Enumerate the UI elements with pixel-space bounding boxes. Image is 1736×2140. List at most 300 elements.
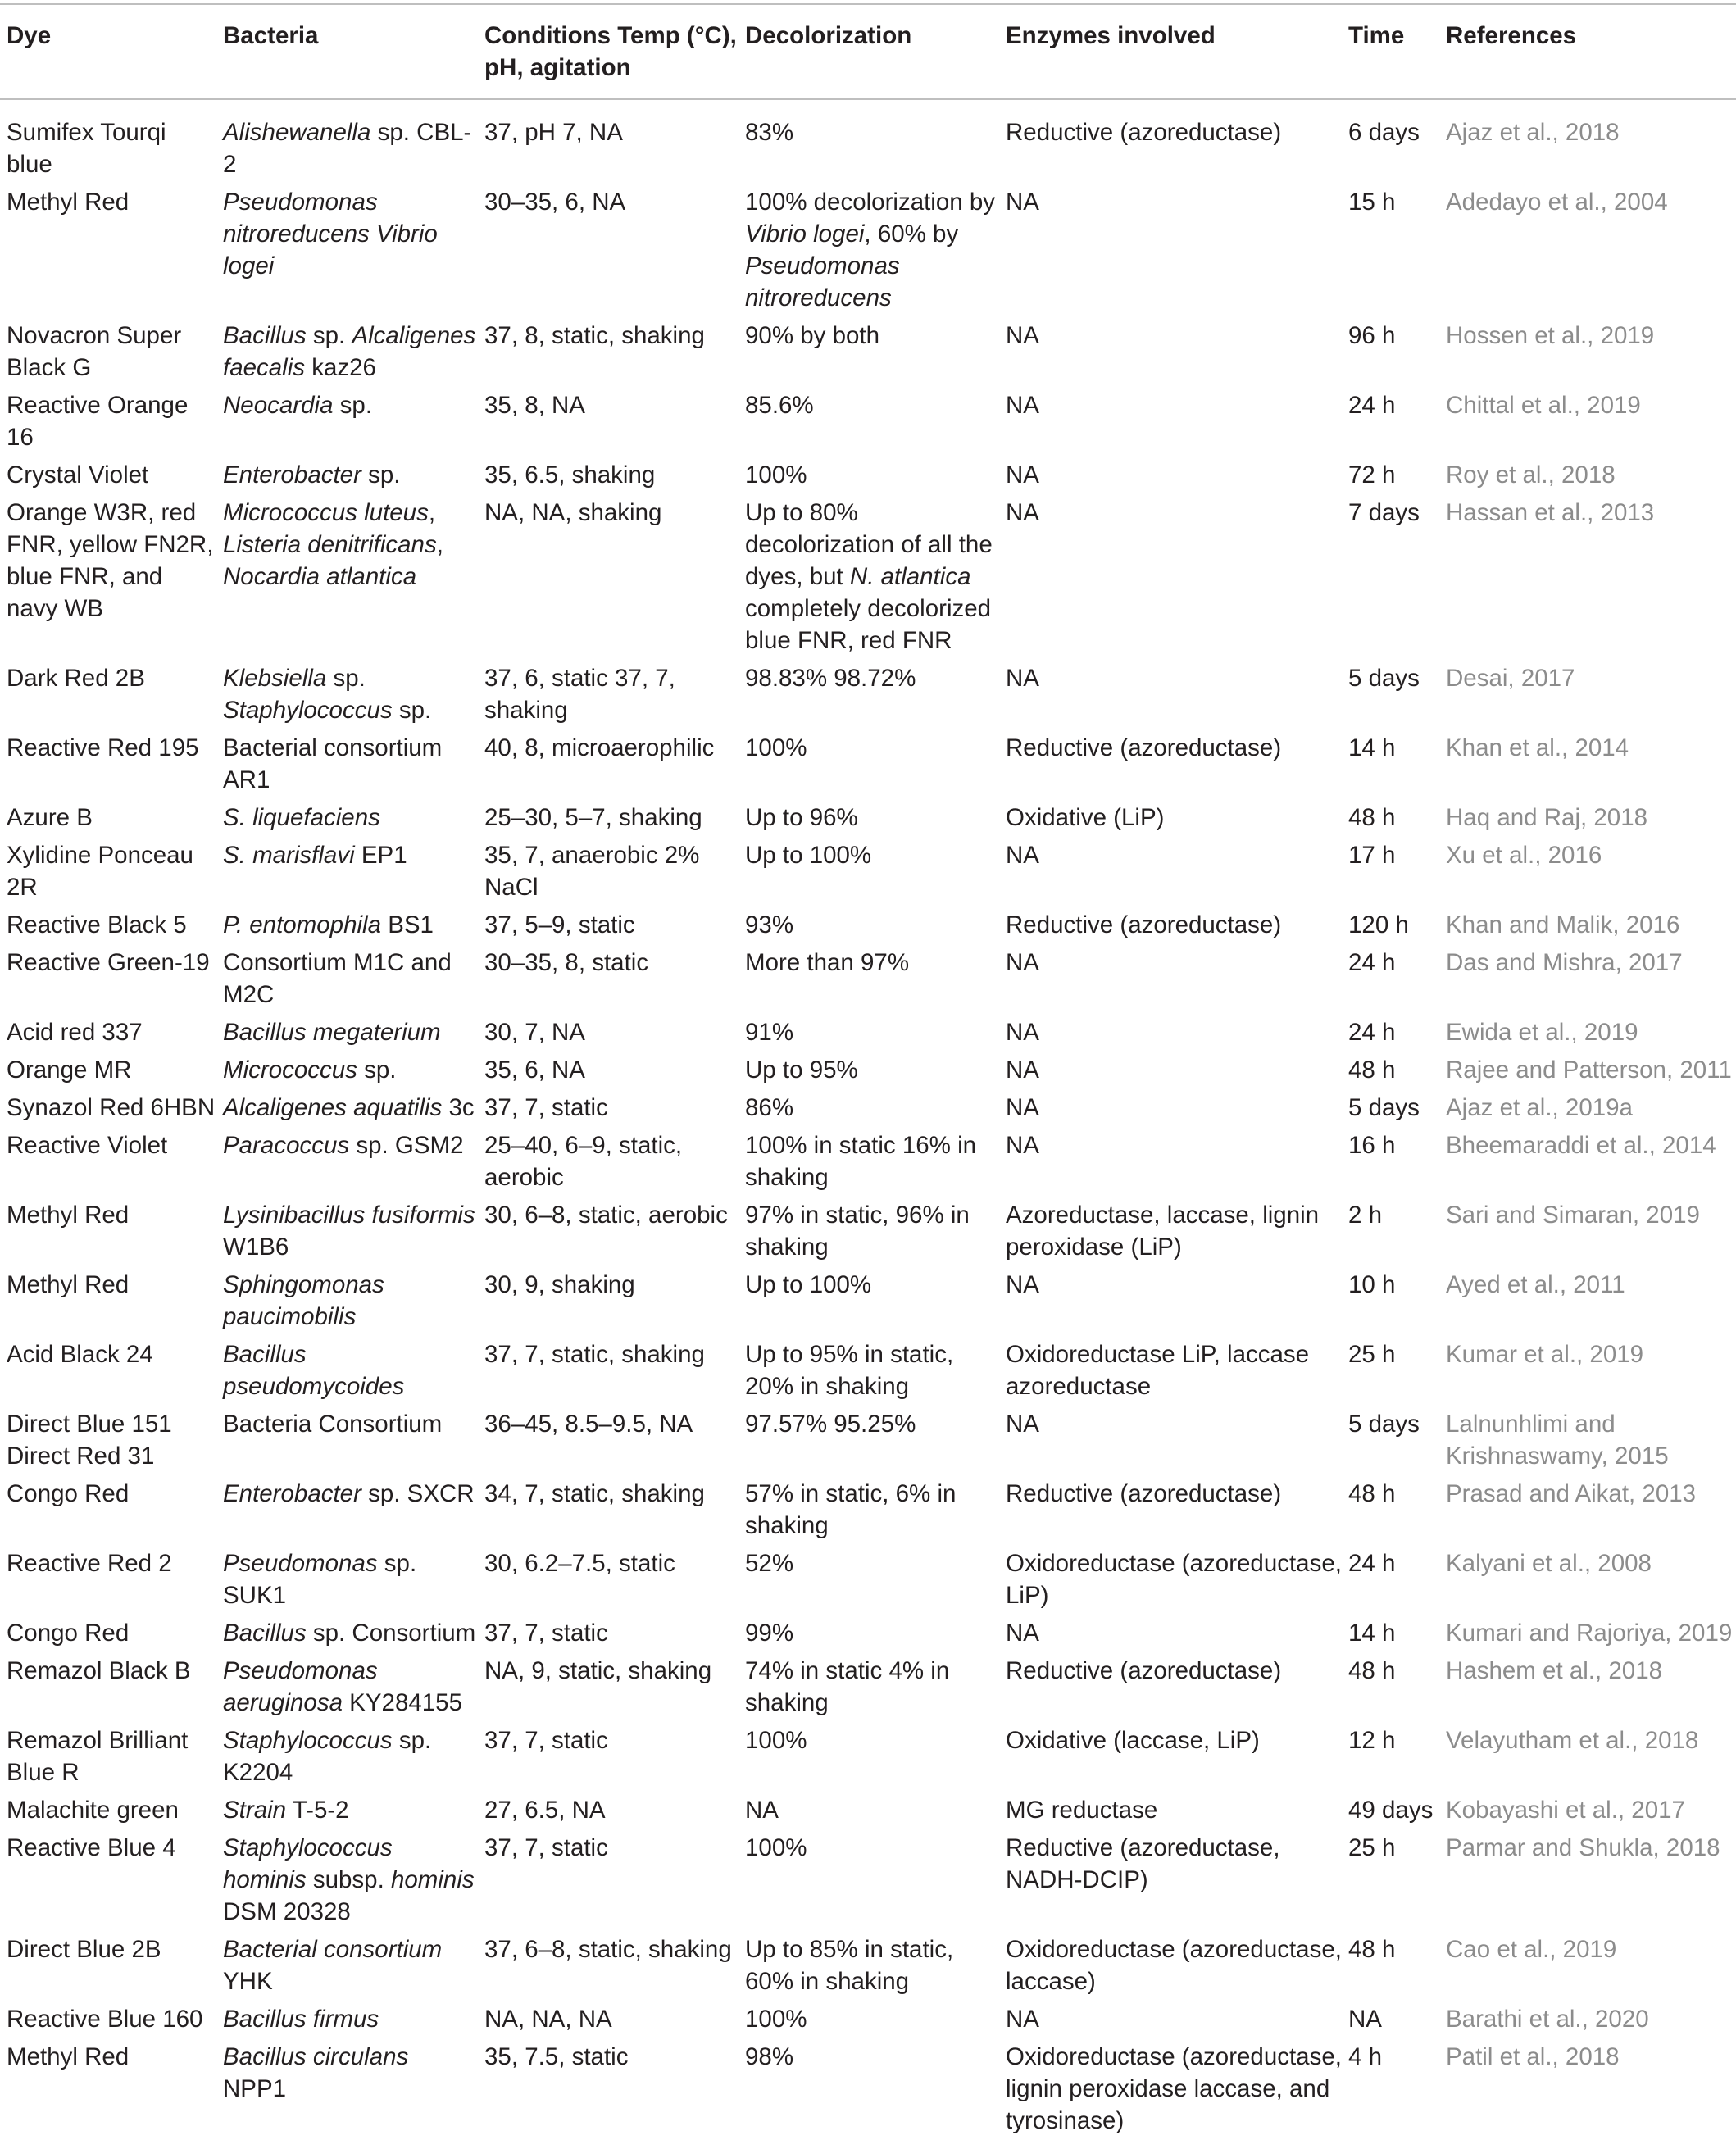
- table-row: [0, 1652, 1736, 1722]
- decolorization-cell-text: 99%: [745, 1620, 794, 1647]
- dye-cell: Malachite green: [7, 1797, 179, 1824]
- enzymes-cell: NA: [1006, 322, 1039, 349]
- bacteria-cell-text: P. entomophila: [223, 911, 381, 938]
- reference-cell: Desai, 2017: [1446, 665, 1575, 692]
- reference-cell: Hossen et al., 2019: [1446, 322, 1655, 349]
- time-cell: 120 h: [1348, 911, 1409, 938]
- table-row: [0, 1931, 1736, 2001]
- dye-cell: Reactive Red 195: [7, 734, 199, 761]
- bacteria-cell-text: Alcaligenes aquatilis: [223, 1094, 443, 1121]
- decolorization-cell: [738, 387, 999, 457]
- reference-cell: Kobayashi et al., 2017: [1446, 1797, 1685, 1824]
- conditions-cell: NA, 9, static, shaking: [484, 1657, 712, 1684]
- dye-cell: Remazol Black B: [7, 1657, 191, 1684]
- decolorization-cell: [738, 1014, 999, 1052]
- decolorization-cell-text: 90% by both: [745, 322, 880, 349]
- enzymes-cell: Reductive (azoreductase): [1006, 119, 1282, 146]
- bacteria-cell-text: sp.: [306, 322, 352, 349]
- decolorization-cell: [738, 457, 999, 494]
- bacteria-cell-text: Consortium M1C and M2C: [223, 949, 452, 1008]
- table-row: [0, 1014, 1736, 1052]
- decolorization-cell-text: , 60% by: [864, 220, 959, 248]
- time-cell: 17 h: [1348, 842, 1396, 869]
- bacteria-cell-text: Bacillus: [223, 322, 307, 349]
- reference-cell: Adedayo et al., 2004: [1446, 189, 1668, 216]
- time-cell: 49 days: [1348, 1797, 1434, 1824]
- bacteria-cell: [216, 944, 478, 1014]
- reference-cell: Chittal et al., 2019: [1446, 392, 1641, 419]
- decolorization-cell-text: Up to 95% in static, 20% in shaking: [745, 1341, 954, 1400]
- dye-cell: Acid Black 24: [7, 1341, 153, 1368]
- decolorization-cell: [738, 2038, 999, 2140]
- dye-cell: Methyl Red: [7, 189, 130, 216]
- conditions-cell: 35, 7.5, static: [484, 2043, 629, 2070]
- table-row: [0, 729, 1736, 799]
- decolorization-cell-text: 86%: [745, 1094, 794, 1121]
- bacteria-cell-text: ,: [436, 531, 443, 558]
- time-cell: 4 h: [1348, 2043, 1383, 2070]
- reference-cell: Patil et al., 2018: [1446, 2043, 1620, 2070]
- table-row: [0, 1475, 1736, 1545]
- reference-cell: Kumari and Rajoriya, 2019: [1446, 1620, 1733, 1647]
- reference-cell: Ewida et al., 2019: [1446, 1019, 1638, 1046]
- table-row: [0, 837, 1736, 906]
- enzymes-cell: Reductive (azoreductase): [1006, 911, 1282, 938]
- dye-cell: Synazol Red 6HBN: [7, 1094, 216, 1121]
- reference-cell: Xu et al., 2016: [1446, 842, 1602, 869]
- conditions-cell: NA, NA, shaking: [484, 499, 662, 526]
- conditions-cell: 37, pH 7, NA: [484, 119, 623, 146]
- table-row: [0, 184, 1736, 317]
- decolorization-cell: [738, 1475, 999, 1545]
- conditions-cell: 35, 6.5, shaking: [484, 461, 656, 488]
- bacteria-cell-text: NPP1: [223, 2075, 287, 2102]
- bacteria-cell: [216, 317, 478, 387]
- table-row: [0, 457, 1736, 494]
- dye-cell: Crystal Violet: [7, 461, 149, 488]
- enzymes-cell: NA: [1006, 949, 1039, 976]
- enzymes-cell: NA: [1006, 392, 1039, 419]
- decolorization-cell: [738, 1089, 999, 1127]
- decolorization-cell-text: 100%: [745, 461, 807, 488]
- enzymes-cell: NA: [1006, 461, 1039, 488]
- bacteria-cell-text: Enterobacter: [223, 461, 361, 488]
- table-row: [0, 799, 1736, 837]
- bacteria-cell-text: Staphylococcus: [223, 697, 393, 724]
- conditions-cell: 37, 7, static, shaking: [484, 1341, 705, 1368]
- bacteria-cell: [216, 1545, 478, 1615]
- decolorization-cell-text: 85.6%: [745, 392, 814, 419]
- time-cell: 48 h: [1348, 1657, 1396, 1684]
- conditions-cell: 37, 7, static: [484, 1727, 608, 1754]
- dye-cell: Reactive Violet: [7, 1132, 168, 1159]
- reference-cell: Ajaz et al., 2018: [1446, 119, 1620, 146]
- decolorization-cell-text: 57% in static, 6% in shaking: [745, 1480, 957, 1539]
- table-row: [0, 1829, 1736, 1931]
- enzymes-cell: NA: [1006, 1056, 1039, 1084]
- time-cell: 48 h: [1348, 1936, 1396, 1963]
- decolorization-cell: [738, 1722, 999, 1792]
- reference-cell: Das and Mishra, 2017: [1446, 949, 1683, 976]
- enzymes-cell: NA: [1006, 1271, 1039, 1298]
- decolorization-cell: [738, 1931, 999, 2001]
- enzymes-cell: Oxidative (laccase, LiP): [1006, 1727, 1260, 1754]
- decolorization-cell: [738, 1652, 999, 1722]
- enzymes-cell: NA: [1006, 499, 1039, 526]
- bacteria-cell-text: Strain: [223, 1797, 287, 1824]
- enzymes-cell: Oxidative (LiP): [1006, 804, 1165, 831]
- reference-cell: Hassan et al., 2013: [1446, 499, 1655, 526]
- bacteria-cell-text: Alishewanella: [223, 119, 371, 146]
- table-row: [0, 1089, 1736, 1127]
- bacteria-cell: [216, 2038, 478, 2140]
- bacteria-cell-text: Bacterial consortium: [223, 1936, 443, 1963]
- reference-cell: Roy et al., 2018: [1446, 461, 1616, 488]
- enzymes-cell: Oxidoreductase (azoreductase, laccase): [1006, 1936, 1342, 1995]
- conditions-cell: 30, 9, shaking: [484, 1271, 635, 1298]
- bacteria-cell-text: Bacillus: [223, 1620, 307, 1647]
- decolorization-cell-text: 100%: [745, 1727, 807, 1754]
- table-row: [0, 2038, 1736, 2140]
- reference-cell: Khan et al., 2014: [1446, 734, 1629, 761]
- bacteria-cell: [216, 184, 478, 317]
- bacteria-cell-text: hominis: [390, 1866, 475, 1893]
- enzymes-cell: Oxidoreductase (azoreductase, LiP): [1006, 1550, 1342, 1609]
- dye-cell: Direct Blue 151 Direct Red 31: [7, 1411, 172, 1470]
- time-cell: 25 h: [1348, 1341, 1396, 1368]
- bacteria-cell: [216, 457, 478, 494]
- enzymes-cell: Oxidoreductase LiP, laccase azoreductase: [1006, 1341, 1310, 1400]
- table-row: [0, 1615, 1736, 1652]
- bacteria-cell-text: sp. SXCR: [361, 1480, 475, 1507]
- time-cell: 24 h: [1348, 949, 1396, 976]
- dye-cell: Reactive Blue 4: [7, 1834, 176, 1861]
- table-row: [0, 99, 1736, 184]
- reference-cell: Kalyani et al., 2008: [1446, 1550, 1652, 1577]
- bacteria-cell: [216, 837, 478, 906]
- time-cell: 48 h: [1348, 1480, 1396, 1507]
- decolorization-cell-text: Up to 100%: [745, 1271, 872, 1298]
- conditions-cell: 36–45, 8.5–9.5, NA: [484, 1411, 693, 1438]
- reference-cell: Sari and Simaran, 2019: [1446, 1202, 1700, 1229]
- bacteria-cell: [216, 2001, 478, 2038]
- time-cell: 5 days: [1348, 665, 1420, 692]
- bacteria-cell-text: Bacteria Consortium: [223, 1411, 443, 1438]
- conditions-cell: 35, 6, NA: [484, 1056, 585, 1084]
- time-cell: 7 days: [1348, 499, 1420, 526]
- bacteria-cell: [216, 1197, 478, 1266]
- time-cell: 2 h: [1348, 1202, 1383, 1229]
- conditions-cell: NA, NA, NA: [484, 2006, 612, 2033]
- reference-cell: Ayed et al., 2011: [1446, 1271, 1625, 1298]
- bacteria-cell-text: sp.: [361, 461, 401, 488]
- decolorization-cell: [738, 99, 999, 184]
- reference-cell: Khan and Malik, 2016: [1446, 911, 1680, 938]
- table-row: [0, 1792, 1736, 1829]
- reference-cell: Kumar et al., 2019: [1446, 1341, 1644, 1368]
- dye-cell: Reactive Black 5: [7, 911, 187, 938]
- bacteria-cell-text: KY284155: [342, 1689, 462, 1716]
- table-row: [0, 317, 1736, 387]
- bacteria-cell-text: Bacillus megaterium: [223, 1019, 441, 1046]
- table-row: [0, 2001, 1736, 2038]
- decolorization-cell-text: Up to 85% in static, 60% in shaking: [745, 1936, 954, 1995]
- reference-cell: Haq and Raj, 2018: [1446, 804, 1648, 831]
- time-cell: 24 h: [1348, 392, 1396, 419]
- decolorization-cell-text: 100%: [745, 1834, 807, 1861]
- bacteria-cell-text: Paracoccus: [223, 1132, 350, 1159]
- bacteria-cell-text: S. marisflavi: [223, 842, 355, 869]
- time-cell: NA: [1348, 2006, 1382, 2033]
- conditions-cell: 37, 8, static, shaking: [484, 322, 705, 349]
- decolorization-cell-text: More than 97%: [745, 949, 910, 976]
- bacteria-cell-text: Listeria denitrificans: [223, 531, 437, 558]
- time-cell: 48 h: [1348, 1056, 1396, 1084]
- dye-cell: Methyl Red: [7, 1202, 130, 1229]
- decolorization-cell: [738, 1792, 999, 1829]
- conditions-cell: 35, 7, anaerobic 2% NaCl: [484, 842, 700, 901]
- bacteria-cell-text: Nocardia atlantica: [223, 563, 417, 590]
- conditions-cell: 25–40, 6–9, static, aerobic: [484, 1132, 683, 1191]
- dye-cell: Methyl Red: [7, 2043, 130, 2070]
- decolorization-cell-text: Up to 100%: [745, 842, 872, 869]
- reference-cell: Parmar and Shukla, 2018: [1446, 1834, 1720, 1861]
- bacteria-cell-text: DSM 20328: [223, 1898, 351, 1925]
- time-cell: 10 h: [1348, 1271, 1396, 1298]
- conditions-cell: 30, 6.2–7.5, static: [484, 1550, 675, 1577]
- time-cell: 72 h: [1348, 461, 1396, 488]
- decolorization-cell-text: 98.83% 98.72%: [745, 665, 916, 692]
- dye-cell: Congo Red: [7, 1620, 130, 1647]
- enzymes-cell: Reductive (azoreductase, NADH-DCIP): [1006, 1834, 1280, 1893]
- table-row: [0, 660, 1736, 729]
- bacteria-cell-text: Bacillus firmus: [223, 2006, 379, 2033]
- reference-cell: Prasad and Aikat, 2013: [1446, 1480, 1697, 1507]
- conditions-cell: 25–30, 5–7, shaking: [484, 804, 702, 831]
- dye-cell: Xylidine Ponceau 2R: [7, 842, 193, 901]
- decolorization-cell-text: N. atlantica: [849, 563, 971, 590]
- bacteria-cell: [216, 1615, 478, 1652]
- dye-cell: Reactive Red 2: [7, 1550, 172, 1577]
- bacteria-cell-text: subsp.: [306, 1866, 391, 1893]
- header-conditions: Conditions Temp (°C), pH, agitation: [478, 4, 738, 99]
- enzymes-cell: Reductive (azoreductase): [1006, 1480, 1282, 1507]
- table-row: [0, 1336, 1736, 1406]
- bacteria-cell: [216, 1336, 478, 1406]
- enzymes-cell: NA: [1006, 189, 1039, 216]
- bacteria-cell-text: sp. CBL-2: [223, 119, 472, 178]
- bacteria-cell-text: Micrococcus luteus: [223, 499, 429, 526]
- dye-cell: Congo Red: [7, 1480, 130, 1507]
- dye-cell: Direct Blue 2B: [7, 1936, 161, 1963]
- table-row: [0, 944, 1736, 1014]
- table-row: [0, 1406, 1736, 1475]
- dye-cell: Methyl Red: [7, 1271, 130, 1298]
- decolorization-cell-text: 91%: [745, 1019, 794, 1046]
- conditions-cell: 30–35, 8, static: [484, 949, 649, 976]
- decolorization-cell: [738, 494, 999, 660]
- decolorization-cell: [738, 799, 999, 837]
- enzymes-cell: NA: [1006, 665, 1039, 692]
- bacteria-cell-text: sp. K2204: [223, 1727, 432, 1786]
- table-row: [0, 1127, 1736, 1197]
- bacteria-cell-text: S. liquefaciens: [223, 804, 380, 831]
- decolorization-cell: [738, 184, 999, 317]
- enzymes-cell: NA: [1006, 1620, 1039, 1647]
- bacteria-cell-text: Lysinibacillus fusiformis: [223, 1202, 475, 1229]
- bacteria-cell-text: sp. SUK1: [223, 1550, 417, 1609]
- decolorization-cell-text: Pseudomonas nitroreducens: [745, 252, 900, 311]
- conditions-cell: 37, 7, static: [484, 1620, 608, 1647]
- bacteria-cell-text: sp.: [333, 392, 373, 419]
- time-cell: 5 days: [1348, 1094, 1420, 1121]
- enzymes-cell: NA: [1006, 1132, 1039, 1159]
- time-cell: 25 h: [1348, 1834, 1396, 1861]
- enzymes-cell: NA: [1006, 842, 1039, 869]
- bacteria-cell: [216, 1014, 478, 1052]
- table-row: [0, 1197, 1736, 1266]
- bacteria-cell-text: ,: [428, 499, 436, 526]
- bacteria-cell: [216, 799, 478, 837]
- bacteria-cell-text: Sphingomonas paucimobilis: [223, 1271, 384, 1330]
- dye-cell: Sumifex Tourqi blue: [7, 119, 166, 178]
- time-cell: 24 h: [1348, 1550, 1396, 1577]
- conditions-cell: 30–35, 6, NA: [484, 189, 626, 216]
- decolorization-cell: [738, 1545, 999, 1615]
- bacteria-cell-text: Bacterial consortium AR1: [223, 734, 443, 793]
- decolorization-cell: [738, 1127, 999, 1197]
- decolorization-cell-text: Up to 96%: [745, 804, 858, 831]
- conditions-cell: 35, 8, NA: [484, 392, 585, 419]
- bacteria-cell-text: Neocardia: [223, 392, 334, 419]
- bacteria-cell-text: Bacillus circulans: [223, 2043, 409, 2070]
- enzymes-cell: Azoreductase, laccase, lignin peroxidase (LiP): [1006, 1202, 1320, 1261]
- decolorization-cell-text: 74% in static 4% in shaking: [745, 1657, 950, 1716]
- decolorization-cell: [738, 660, 999, 729]
- bacteria-cell-text: Alcaligenes faecalis: [223, 322, 476, 381]
- bacteria-cell-text: W1B6: [223, 1234, 289, 1261]
- conditions-cell: 30, 7, NA: [484, 1019, 585, 1046]
- bacteria-cell-text: kaz26: [305, 354, 376, 381]
- conditions-cell: 27, 6.5, NA: [484, 1797, 606, 1824]
- bacteria-cell-text: Pseudomonas aeruginosa: [223, 1657, 378, 1716]
- enzymes-cell: Oxidoreductase (azoreductase, lignin peroxidase laccase, and tyrosinase): [1006, 2043, 1342, 2134]
- bacteria-cell: [216, 1722, 478, 1792]
- bacteria-cell-text: sp.: [357, 1056, 397, 1084]
- decolorization-cell-text: 97% in static, 96% in shaking: [745, 1202, 970, 1261]
- bacteria-cell-text: Micrococcus: [223, 1056, 357, 1084]
- decolorization-cell-text: 83%: [745, 119, 794, 146]
- bacteria-cell: [216, 1266, 478, 1336]
- time-cell: 16 h: [1348, 1132, 1396, 1159]
- reference-cell: Ajaz et al., 2019a: [1446, 1094, 1633, 1121]
- decolorization-cell: [738, 317, 999, 387]
- time-cell: 15 h: [1348, 189, 1396, 216]
- decolorization-cell: [738, 1266, 999, 1336]
- reference-cell: Cao et al., 2019: [1446, 1936, 1617, 1963]
- dye-cell: Orange MR: [7, 1056, 132, 1084]
- bacteria-cell-text: T-5-2: [286, 1797, 349, 1824]
- table-row: [0, 1052, 1736, 1089]
- header-references: References: [1439, 4, 1736, 99]
- dye-cell: Acid red 337: [7, 1019, 143, 1046]
- dye-cell: Dark Red 2B: [7, 665, 145, 692]
- decolorization-cell-text: 98%: [745, 2043, 794, 2070]
- enzymes-cell: MG reductase: [1006, 1797, 1158, 1824]
- decolorization-cell: [738, 1406, 999, 1475]
- bacteria-cell-text: Enterobacter: [223, 1480, 361, 1507]
- header-dye: Dye: [0, 4, 216, 99]
- decolorization-cell: [738, 1336, 999, 1406]
- dye-cell: Azure B: [7, 804, 93, 831]
- bacteria-cell: [216, 494, 478, 660]
- bacteria-cell-text: sp.: [392, 697, 432, 724]
- bacteria-cell-text: EP1: [354, 842, 407, 869]
- enzymes-cell: NA: [1006, 1094, 1039, 1121]
- decolorization-cell-text: 100% in static 16% in shaking: [745, 1132, 977, 1191]
- decolorization-cell-text: completely decolorized blue FNR, red FNR: [745, 595, 992, 654]
- conditions-cell: 37, 7, static: [484, 1094, 608, 1121]
- decolorization-cell-text: 97.57% 95.25%: [745, 1411, 916, 1438]
- decolorization-cell: [738, 2001, 999, 2038]
- bacteria-cell-text: BS1: [381, 911, 434, 938]
- table-row: [0, 906, 1736, 944]
- bacteria-cell-text: Staphylococcus: [223, 1727, 393, 1754]
- decolorization-cell-text: NA: [745, 1797, 779, 1824]
- header-enzymes: Enzymes involved: [999, 4, 1342, 99]
- reference-cell: Barathi et al., 2020: [1446, 2006, 1649, 2033]
- bacteria-cell: [216, 387, 478, 457]
- decolorization-cell-text: 93%: [745, 911, 794, 938]
- table-row: [0, 1266, 1736, 1336]
- bacteria-cell: [216, 1931, 478, 2001]
- conditions-cell: 30, 6–8, static, aerobic: [484, 1202, 728, 1229]
- bacteria-cell: [216, 1475, 478, 1545]
- conditions-cell: 34, 7, static, shaking: [484, 1480, 705, 1507]
- time-cell: 24 h: [1348, 1019, 1396, 1046]
- decolorization-cell: [738, 1615, 999, 1652]
- table-row: [0, 494, 1736, 660]
- time-cell: 6 days: [1348, 119, 1420, 146]
- reference-cell: Rajee and Patterson, 2011: [1446, 1056, 1732, 1084]
- decolorization-cell-text: 100%: [745, 2006, 807, 2033]
- bacteria-cell: [216, 1829, 478, 1931]
- time-cell: 12 h: [1348, 1727, 1396, 1754]
- decolorization-cell: [738, 944, 999, 1014]
- enzymes-cell: NA: [1006, 2006, 1039, 2033]
- enzymes-cell: Reductive (azoreductase): [1006, 1657, 1282, 1684]
- enzymes-cell: NA: [1006, 1411, 1039, 1438]
- dye-cell: Novacron Super Black G: [7, 322, 182, 381]
- dye-cell: Reactive Green-19: [7, 949, 210, 976]
- dye-decolorization-table: [0, 3, 1736, 2140]
- reference-cell: Hashem et al., 2018: [1446, 1657, 1663, 1684]
- bacteria-cell: [216, 729, 478, 799]
- conditions-cell: 37, 6, static 37, 7, shaking: [484, 665, 675, 724]
- time-cell: 14 h: [1348, 734, 1396, 761]
- table-body: [0, 99, 1736, 2140]
- bacteria-cell-text: Klebsiella: [223, 665, 327, 692]
- bacteria-cell-text: Pseudomonas: [223, 1550, 378, 1577]
- decolorization-cell: [738, 1197, 999, 1266]
- decolorization-cell-text: 100%: [745, 734, 807, 761]
- decolorization-cell: [738, 1829, 999, 1931]
- decolorization-cell-text: Up to 95%: [745, 1056, 858, 1084]
- bacteria-cell: [216, 1089, 478, 1127]
- bacteria-cell-text: sp. GSM2: [349, 1132, 464, 1159]
- dye-cell: Reactive Blue 160: [7, 2006, 203, 2033]
- time-cell: 14 h: [1348, 1620, 1396, 1647]
